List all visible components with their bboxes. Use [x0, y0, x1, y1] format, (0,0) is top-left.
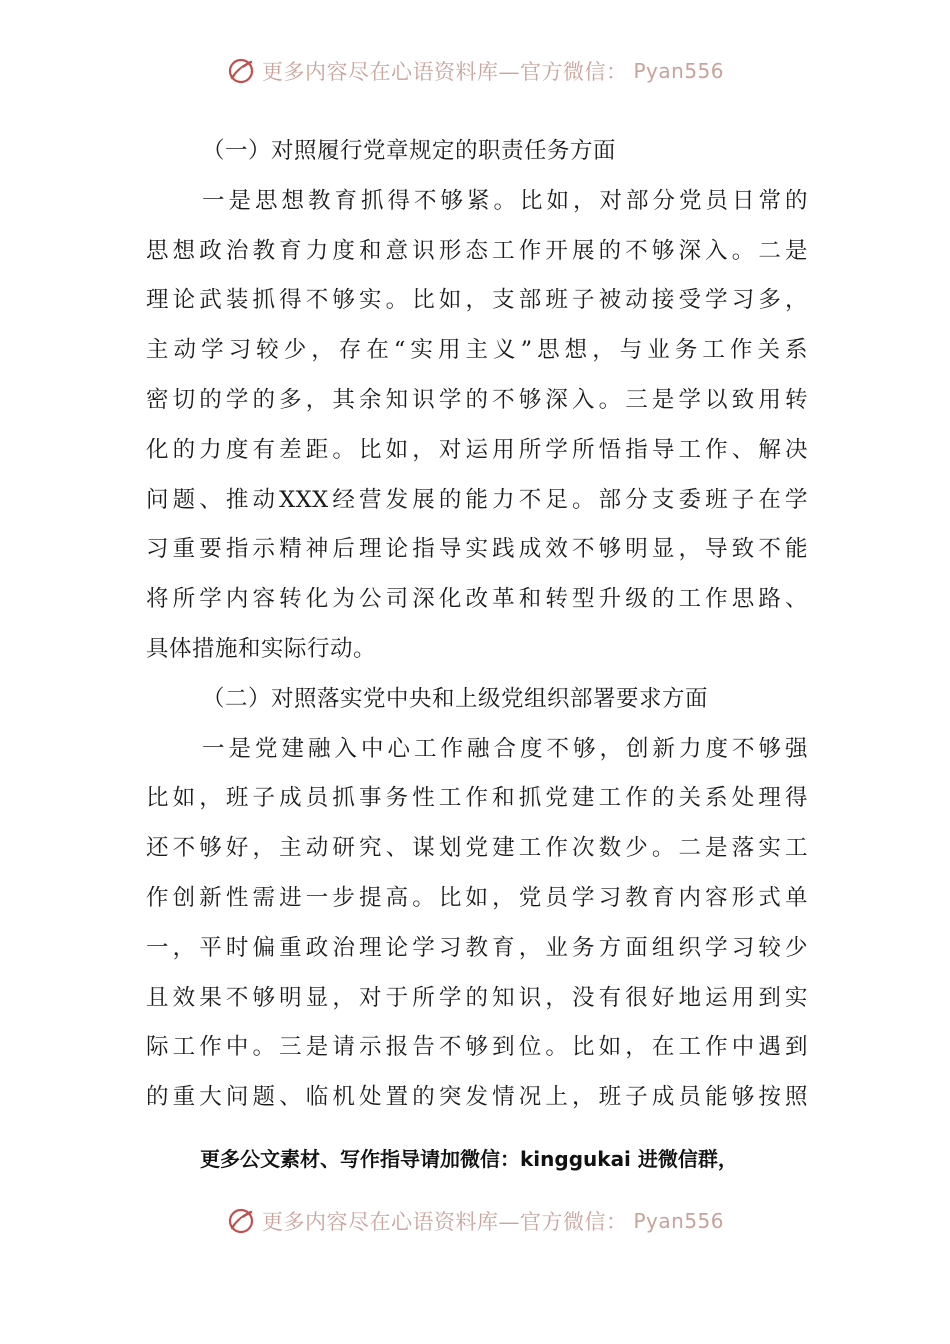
- section-heading: （二）对照落实党中央和上级党组织部署要求方面: [202, 685, 709, 712]
- watermark-wechat-id: Pyan556: [633, 59, 724, 83]
- watermark-text: 更多内容尽在心语资料库—官方微信：: [261, 1210, 628, 1234]
- paragraph-line: 一是思想教育抓得不够紧。比如，对部分党员日常的: [202, 187, 808, 214]
- paragraph-line: 一是党建融入中心工作融合度不够，创新力度不够强: [202, 735, 808, 762]
- footer-note: 更多公文素材、写作指导请加微信：kinggukai 进微信群，: [200, 1147, 738, 1171]
- brand-logo-icon: [226, 1206, 256, 1236]
- paragraph-line: 理论武装抓得不够实。比如，支部班子被动接受学习多，: [146, 287, 808, 314]
- document-body: [146, 127, 808, 1123]
- paragraph-line: 的重大问题、临机处置的突发情况上，班子成员能够按照: [146, 1084, 808, 1111]
- paragraph-line: 密切的学的多，其余知识学的不够深入。三是学以致用转: [146, 386, 808, 413]
- paragraph-line: 主动学习较少，存在“实用主义”思想，与业务工作关系: [146, 337, 808, 364]
- watermark-wechat-id: Pyan556: [633, 1209, 724, 1233]
- paragraph-line: 具体措施和实际行动。: [146, 635, 377, 662]
- paragraph-line: 比如，班子成员抓事务性工作和抓党建工作的关系处理得: [146, 785, 808, 812]
- header-watermark: [0, 56, 950, 86]
- watermark-text: 更多内容尽在心语资料库—官方微信：: [261, 60, 628, 84]
- paragraph-line: 思想政治教育力度和意识形态工作开展的不够深入。二是: [146, 237, 808, 264]
- section-heading: （一）对照履行党章规定的职责任务方面: [202, 138, 617, 164]
- paragraph-line: 还不够好，主动研究、谋划党建工作次数少。二是落实工: [146, 835, 808, 862]
- paragraph-line: 且效果不够明显，对于所学的知识，没有很好地运用到实: [146, 984, 808, 1011]
- paragraph-line: 作创新性需进一步提高。比如，党员学习教育内容形式单: [146, 884, 808, 911]
- paragraph-line: 问题、推动XXX经营发展的能力不足。部分支委班子在学: [146, 486, 808, 513]
- paragraph-line: 化的力度有差距。比如，对运用所学所悟指导工作、解决: [146, 436, 808, 463]
- paragraph-line: 际工作中。三是请示报告不够到位。比如，在工作中遇到: [146, 1034, 808, 1061]
- paragraph-line: 一，平时偏重政治理论学习教育，业务方面组织学习较少: [146, 934, 808, 961]
- footer-watermark: [0, 1206, 950, 1236]
- brand-logo-icon: [226, 56, 256, 86]
- paragraph-line: 习重要指示精神后理论指导实践成效不够明显，导致不能: [146, 536, 808, 563]
- paragraph-line: 将所学内容转化为公司深化改革和转型升级的工作思路、: [146, 586, 808, 613]
